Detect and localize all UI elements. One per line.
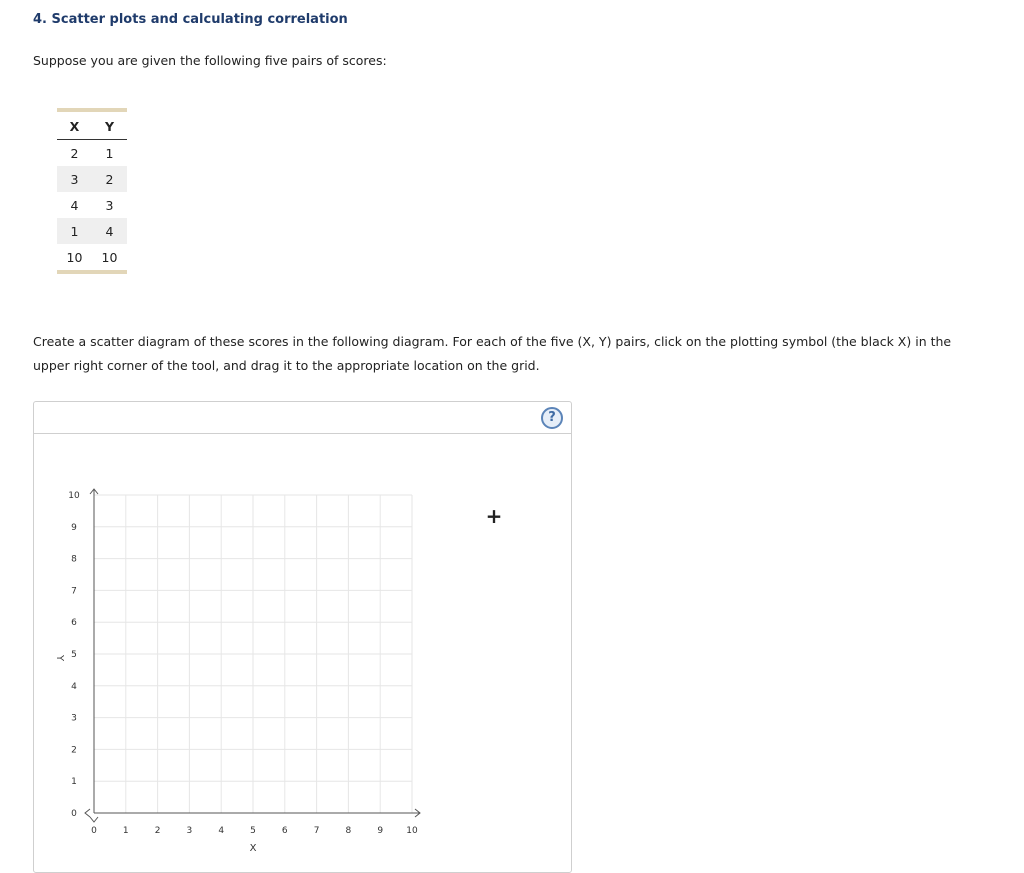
table-cell-y: 2: [92, 166, 127, 192]
y-tick-label: 0: [71, 809, 77, 819]
help-icon[interactable]: ?: [541, 407, 563, 429]
y-tick-label: 5: [71, 650, 77, 660]
y-tick-label: 6: [71, 618, 77, 629]
question-intro: Suppose you are given the following five pairs of scores:: [33, 53, 387, 68]
table-row: [57, 218, 127, 244]
table-cell-y: 1: [105, 145, 114, 161]
table-cell-y: 3: [105, 197, 114, 213]
table-cell-x: 2: [70, 145, 79, 161]
x-tick-label: 1: [122, 826, 129, 836]
table-header-row: [57, 110, 127, 140]
x-tick-label: 8: [345, 826, 352, 836]
table-cell-x: 10: [66, 249, 83, 265]
scatter-plot-tool: [33, 401, 572, 873]
x-tick-label: 10: [406, 826, 418, 836]
x-tick-label: 0: [91, 826, 97, 836]
table-cell-x: 3: [57, 166, 92, 192]
table-cell-y: 4: [92, 218, 127, 244]
table-row: [57, 244, 127, 272]
x-tick-label: 3: [186, 826, 193, 836]
column-header-x: X: [57, 110, 92, 140]
x-tick-label: 6: [281, 826, 288, 836]
instructions-text: Create a scatter diagram of these scores in the following diagram. For each of the five (X, Y) pairs, click on the plotting symbol (the black X) in the upper right corner of the tool, and drag it to the appropriate location on the grid.: [33, 334, 952, 373]
y-axis-label: Y: [54, 654, 65, 662]
x-tick-label: 2: [154, 826, 161, 836]
x-tick-label: 9: [377, 826, 384, 836]
tick-labels: [68, 491, 418, 836]
table-cell-x: 1: [57, 218, 92, 244]
y-tick-label: 1: [71, 777, 77, 788]
y-axis-arrow-down: [90, 817, 98, 822]
table-row: [57, 166, 127, 192]
y-tick-label: 4: [71, 681, 77, 692]
y-tick-label: 8: [71, 554, 77, 565]
x-tick-label: 7: [313, 826, 320, 836]
x-axis-arrow-left: [85, 809, 90, 817]
question-title: 4. Scatter plots and calculating correlation: [33, 12, 348, 27]
grid-lines: [94, 495, 412, 813]
x-tick-label: 5: [250, 826, 256, 836]
y-tick-label: 10: [68, 491, 80, 501]
y-tick-label: 3: [71, 713, 77, 724]
x-axis-label: X: [249, 843, 257, 854]
y-tick-label: 2: [71, 745, 77, 756]
y-tick-label: 9: [71, 522, 77, 533]
table-cell-y: 10: [101, 249, 118, 265]
x-tick-label: 4: [218, 826, 225, 836]
table-row: [57, 192, 127, 218]
scores-table: [57, 108, 127, 274]
table-row: [57, 140, 127, 167]
table-cell-x: 4: [70, 197, 79, 213]
column-header-y: Y: [92, 110, 127, 140]
y-tick-label: 7: [71, 586, 77, 597]
scatter-plot-area[interactable]: [34, 402, 571, 872]
plotting-symbol[interactable]: +: [485, 504, 503, 528]
